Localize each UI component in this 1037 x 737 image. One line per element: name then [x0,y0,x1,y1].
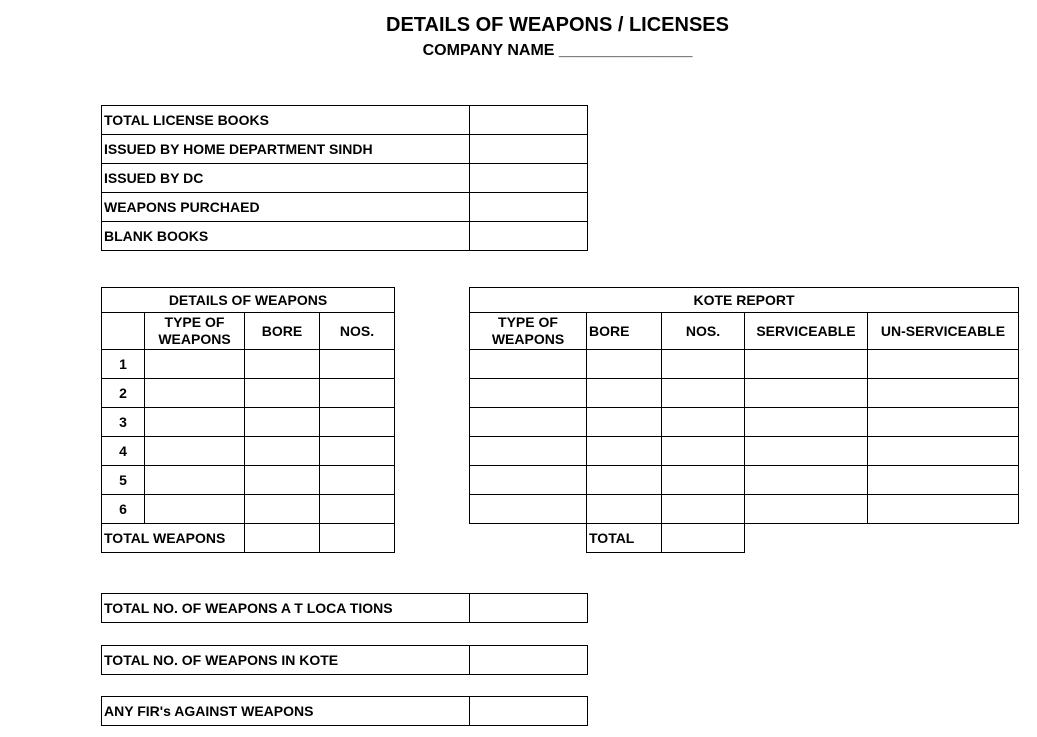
serviceable-cell[interactable] [745,437,868,466]
table-row [470,466,1019,495]
unserviceable-cell[interactable] [868,350,1019,379]
type-cell[interactable] [470,495,587,524]
total-weapons-label: TOTAL WEAPONS [102,524,245,553]
type-cell[interactable] [145,466,245,495]
kote-total-label: TOTAL [587,524,662,553]
total-nos-cell[interactable] [320,524,395,553]
weapons-in-kote-label: TOTAL NO. OF WEAPONS IN KOTE [102,646,470,675]
row-number: 2 [102,379,145,408]
license-label: TOTAL LICENSE BOOKS [102,106,470,135]
serviceable-cell[interactable] [745,495,868,524]
type-cell[interactable] [145,437,245,466]
nos-cell[interactable] [320,495,395,524]
bore-cell[interactable] [587,350,662,379]
nos-cell[interactable] [320,408,395,437]
table-row [470,495,1019,524]
nos-cell[interactable] [662,466,745,495]
nos-cell[interactable] [320,379,395,408]
type-cell[interactable] [145,350,245,379]
nos-cell[interactable] [662,350,745,379]
type-cell[interactable] [145,495,245,524]
row-number-header [102,313,145,350]
bore-header: BORE [245,313,320,350]
table-row [102,466,395,495]
kote-total-nos-cell[interactable] [662,524,745,553]
fir-value[interactable] [470,697,588,726]
table-row [470,437,1019,466]
unserviceable-header: UN-SERVICEABLE [868,313,1019,350]
total-row [102,524,395,553]
unserviceable-cell[interactable] [868,466,1019,495]
bore-cell[interactable] [245,466,320,495]
nos-cell[interactable] [662,379,745,408]
blank-cell [868,524,1019,553]
nos-cell[interactable] [662,437,745,466]
table-row [102,222,588,251]
type-cell[interactable] [145,379,245,408]
license-value-cell[interactable] [470,106,588,135]
bore-cell[interactable] [245,495,320,524]
bore-cell[interactable] [587,379,662,408]
bore-cell[interactable] [587,495,662,524]
bore-cell[interactable] [245,437,320,466]
row-number: 4 [102,437,145,466]
nos-header: NOS. [662,313,745,350]
bore-cell[interactable] [587,437,662,466]
serviceable-cell[interactable] [745,466,868,495]
weapons-at-locations-value[interactable] [470,594,588,623]
unserviceable-cell[interactable] [868,379,1019,408]
license-value-cell[interactable] [470,164,588,193]
bore-cell[interactable] [587,408,662,437]
nos-cell[interactable] [320,466,395,495]
type-cell[interactable] [470,466,587,495]
table-row [102,193,588,222]
license-value-cell[interactable] [470,135,588,164]
bore-cell[interactable] [587,466,662,495]
bore-header: BORE [587,313,662,350]
type-cell[interactable] [470,379,587,408]
bore-cell[interactable] [245,350,320,379]
row-number: 5 [102,466,145,495]
table-row [102,164,588,193]
table-row [102,350,395,379]
type-of-weapons-header: TYPE OF WEAPONS [145,313,245,350]
weapons-in-kote-value[interactable] [470,646,588,675]
serviceable-header: SERVICEABLE [745,313,868,350]
serviceable-cell[interactable] [745,350,868,379]
serviceable-cell[interactable] [745,379,868,408]
table-row [102,135,588,164]
kote-report-table [469,287,1019,553]
bore-cell[interactable] [245,379,320,408]
weapons-at-locations-label: TOTAL NO. OF WEAPONS A T LOCA TIONS [102,594,470,623]
unserviceable-cell[interactable] [868,437,1019,466]
document-title: DETAILS OF WEAPONS / LICENSES [386,14,729,36]
license-value-cell[interactable] [470,193,588,222]
fir-label: ANY FIR's AGAINST WEAPONS [102,697,470,726]
table-row [102,437,395,466]
weapons-at-locations-table [101,593,588,623]
unserviceable-cell[interactable] [868,495,1019,524]
row-number: 1 [102,350,145,379]
weapons-details-table [101,287,395,553]
weapons-table-title: DETAILS OF WEAPONS [102,288,395,313]
nos-cell[interactable] [662,408,745,437]
nos-header: NOS. [320,313,395,350]
total-bore-cell[interactable] [245,524,320,553]
license-label: ISSUED BY HOME DEPARTMENT SINDH [102,135,470,164]
table-row [470,408,1019,437]
table-row [102,495,395,524]
bore-cell[interactable] [245,408,320,437]
table-row [470,350,1019,379]
table-row [102,106,588,135]
license-label: ISSUED BY DC [102,164,470,193]
license-label: BLANK BOOKS [102,222,470,251]
type-cell[interactable] [470,408,587,437]
kote-report-title: KOTE REPORT [470,288,1019,313]
company-name-label: COMPANY NAME _______________ [422,42,693,59]
total-row [470,524,1019,553]
row-number: 6 [102,495,145,524]
license-table [101,105,588,251]
nos-cell[interactable] [320,437,395,466]
table-row [102,379,395,408]
serviceable-cell[interactable] [745,408,868,437]
unserviceable-cell[interactable] [868,408,1019,437]
license-label: WEAPONS PURCHAED [102,193,470,222]
type-cell[interactable] [470,350,587,379]
blank-cell [470,524,587,553]
fir-table [101,696,588,726]
weapons-in-kote-table [101,645,588,675]
nos-cell[interactable] [662,495,745,524]
table-row [470,379,1019,408]
row-number: 3 [102,408,145,437]
nos-cell[interactable] [320,350,395,379]
blank-cell [745,524,868,553]
type-of-weapons-header: TYPE OF WEAPONS [470,313,587,350]
table-row [102,408,395,437]
type-cell[interactable] [470,437,587,466]
license-value-cell[interactable] [470,222,588,251]
type-cell[interactable] [145,408,245,437]
